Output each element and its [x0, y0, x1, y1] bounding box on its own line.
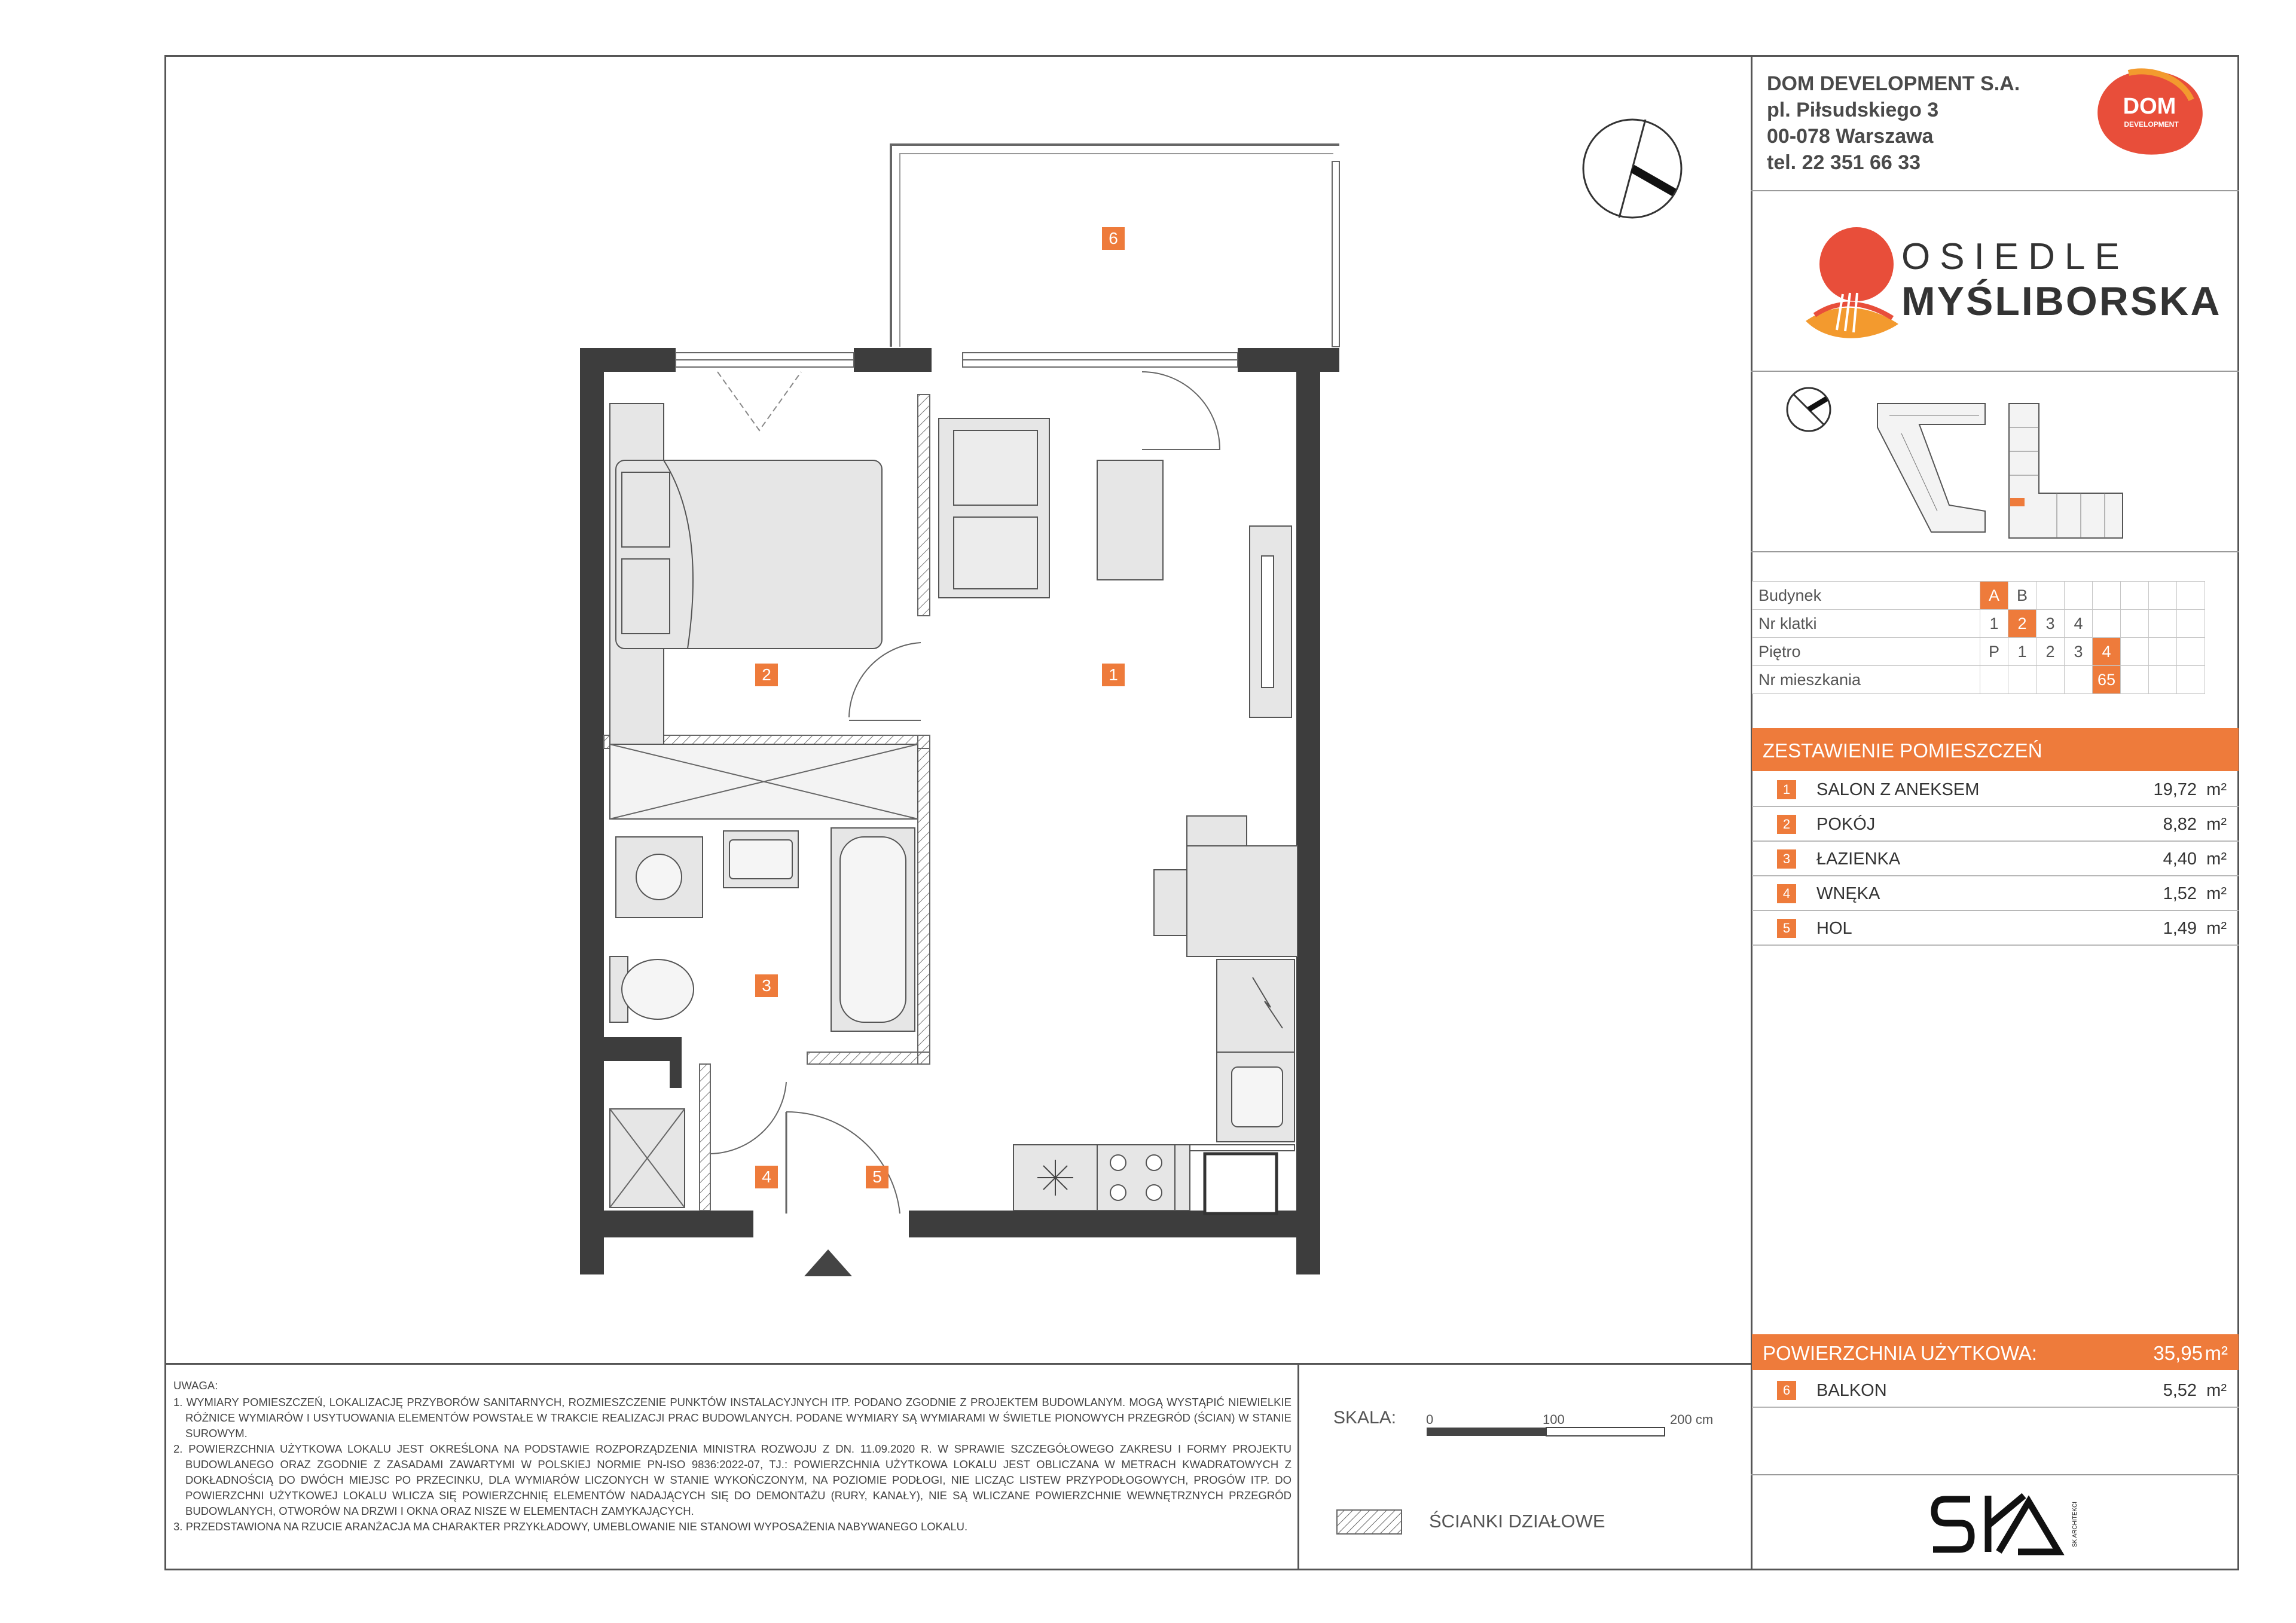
- total-area-value: 35,95: [2153, 1342, 2203, 1364]
- location-cell: 65: [2093, 666, 2121, 694]
- balcony-name: BALKON: [1816, 1381, 1887, 1400]
- partition-wall-swatch: [1336, 1509, 1402, 1535]
- location-cell: [2037, 666, 2065, 694]
- location-cell: 2: [2037, 638, 2065, 666]
- room-name: ŁAZIENKA: [1816, 849, 1901, 869]
- notes-block: [173, 1378, 1292, 1535]
- scale-tick-100: 100: [1543, 1412, 1565, 1427]
- estate-name-line1: OSIEDLE: [1901, 236, 2129, 277]
- room-row: [1752, 772, 2239, 807]
- company-divider: [1751, 190, 2239, 191]
- location-cell: [2177, 582, 2205, 610]
- notes-divider: [164, 1363, 1751, 1365]
- room-tag-5: 5: [866, 1166, 889, 1188]
- location-cell: [2037, 582, 2065, 610]
- location-table: [1752, 581, 2205, 694]
- architect-divider: [1751, 1474, 2239, 1475]
- building-key-plan: [1866, 392, 2147, 547]
- scale-label: SKALA:: [1333, 1408, 1397, 1428]
- company-phone: tel. 22 351 66 33: [1767, 151, 1921, 174]
- location-cell: [2065, 666, 2093, 694]
- dom-logo-subtext: DEVELOPMENT: [2124, 120, 2179, 129]
- balcony-number: 6: [1777, 1381, 1796, 1400]
- total-area-bar: [1752, 1334, 2239, 1370]
- note-item-3: 3. PRZEDSTAWIONA NA RZUCIE ARANŻACJA MA CHARAKTER PRZYKŁADOWY, UMEBLOWANIE NIE STANOWI WYPOSAŻENIA NABYWANEGO LOKALU.: [173, 1520, 968, 1533]
- estate-divider: [1751, 371, 2239, 372]
- key-plan-unit-marker: [2010, 498, 2025, 506]
- estate-name: [1901, 236, 2221, 325]
- north-compass-icon: [1578, 115, 1686, 222]
- location-cell: 3: [2037, 610, 2065, 638]
- rooms-header-bar: [1752, 728, 2239, 771]
- location-cell: B: [2008, 582, 2037, 610]
- room-tag-4: 4: [755, 1166, 778, 1188]
- room-tag-3: 3: [755, 974, 778, 997]
- ska-architect-logo: [1928, 1488, 2102, 1560]
- room-number: 4: [1777, 884, 1796, 903]
- balcony-row: [1752, 1373, 2239, 1408]
- room-tag-6: 6: [1102, 227, 1125, 250]
- location-cell: A: [1980, 582, 2008, 610]
- location-cell: 4: [2065, 610, 2093, 638]
- location-cell: [2149, 582, 2177, 610]
- total-area-unit: m²: [2205, 1342, 2228, 1364]
- location-cell: [2093, 610, 2121, 638]
- location-cell: [2149, 610, 2177, 638]
- location-cell: [2177, 610, 2205, 638]
- note-item-1: 1. WYMIARY POMIESZCZEŃ, LOKALIZACJĘ PRZYBORÓW SANITARNYCH, ROZMIESZCZENIE PUNKTÓW INSTALACYJNYCH ITP. PODANO ZGODNIE Z PROJEKTEM BUDOWLANYM. MOGĄ WYSTĄPIĆ NIEWIELKIE RÓŻNICE WYMIARÓW I USYTUOWANIA ELEMENTÓW POWSTAŁE W TRAKCIE REALIZACJI PRAC BUDOWLANYCH. PODANE WYMIARY SĄ WYMIARAMI W ŚWIETLE PIONOWYCH PRZEGRÓD (ŚCIAN) W STANIE SUROWYM.: [173, 1396, 1292, 1439]
- living-room-furniture: [939, 418, 1297, 956]
- room-name: SALON Z ANEKSEM: [1816, 780, 1980, 799]
- room-name: POKÓJ: [1816, 815, 1876, 834]
- location-cell: [2149, 638, 2177, 666]
- architect-subtitle: SK ARCHITEKCI: [2072, 1501, 2078, 1548]
- estate-name-line2: MYŚLIBORSKA: [1901, 279, 2222, 324]
- room-tag-2: 2: [755, 664, 778, 686]
- kitchen: [1013, 959, 1294, 1214]
- location-cell: [2093, 582, 2121, 610]
- estate-sun-logo: [1800, 222, 1901, 345]
- room-row: [1752, 911, 2239, 946]
- scale-tick-0: 0: [1426, 1412, 1434, 1427]
- location-cell: [2149, 666, 2177, 694]
- room-area: 1,52 m²: [2163, 884, 2227, 903]
- location-cell: 2: [2008, 610, 2037, 638]
- room-number: 5: [1777, 919, 1796, 938]
- room-name: HOL: [1816, 919, 1852, 938]
- room-area: 4,40 m²: [2163, 849, 2227, 869]
- windows: [676, 353, 1238, 367]
- scale-bar: [1426, 1426, 1665, 1439]
- dom-development-logo: [2093, 67, 2206, 157]
- room-area: 1,49 m²: [2163, 919, 2227, 938]
- room-area: 19,72 m²: [2153, 780, 2227, 799]
- dom-logo-text: DOM: [2123, 94, 2176, 119]
- location-row-label: Piętro: [1752, 638, 1980, 666]
- location-row: [1752, 666, 2205, 694]
- location-row: [1752, 638, 2205, 666]
- location-row: [1752, 582, 2205, 610]
- room-number: 2: [1777, 815, 1796, 834]
- company-address: [1767, 71, 2020, 176]
- legend-label: ŚCIANKI DZIAŁOWE: [1429, 1511, 1605, 1532]
- note-item-2: 2. POWIERZCHNIA UŻYTKOWA LOKALU JEST OKREŚLONA NA PODSTAWIE ROZPORZĄDZENIA MINISTRA ROZWOJU Z DN. 11.09.2020 R. W SPRAWIE SZCZEGÓŁOWEGO ZAKRESU I FORMY PROJEKTU BUDOWLANEGO ORAZ ZGODNIE Z ZASADAMI ZAWARTYMI W POLSKIEJ NORMIE PN-ISO 9836:2022-07, TJ.: POWIERZCHNIA UŻYTKOWA LOKALU JEST OBLICZANA W METRACH KWADRATOWYCH Z DOKŁADNOŚCIĄ DO DWÓCH MIEJSC PO PRZECINKU, DLA WYMIARÓW LICZONYCH W STANIE WYKOŃCZONYM, NA POZIOMIE PODŁOGI, NIE LICZĄC LISTEW PRZYPODŁOGOWYCH, PROGÓW ITP. DO POWIERZCHNI UŻYTKOWEJ LOKALU WLICZA SIĘ POWIERZCHNIĘ ELEMENTÓW NADAJĄCYCH SIĘ DO DEMONTAŻU (RURY, KANAŁY), NIE SĄ WLICZANE POWIERZCHNIE WEWNĘTRZNYCH PRZEGRÓD BUDOWLANYCH, OTWORÓW NA DRZWI I OKNA ORAZ NISZE W ELEMENTACH ZAMYKAJĄCYCH.: [173, 1442, 1292, 1517]
- keyplan-compass-icon: [1785, 386, 1833, 433]
- room-area: 8,82 m²: [2163, 815, 2227, 834]
- rooms-header: ZESTAWIENIE POMIESZCZEŃ: [1763, 739, 2042, 762]
- location-cell: [2177, 666, 2205, 694]
- location-cell: [2121, 610, 2149, 638]
- location-cell: 3: [2065, 638, 2093, 666]
- location-cell: [2177, 638, 2205, 666]
- room-tag-1: 1: [1102, 664, 1125, 686]
- bathroom-fixtures: [610, 828, 915, 1208]
- location-row-label: Nr klatki: [1752, 610, 1980, 638]
- location-cell: P: [1980, 638, 2008, 666]
- location-cell: 1: [1980, 610, 2008, 638]
- keyplan-divider: [1751, 551, 2239, 552]
- scale-divider: [1297, 1363, 1299, 1570]
- location-cell: [2121, 582, 2149, 610]
- location-row-label: Nr mieszkania: [1752, 666, 1980, 694]
- notes-title: UWAGA:: [173, 1379, 218, 1392]
- company-name: DOM DEVELOPMENT S.A.: [1767, 72, 2020, 95]
- room-row: [1752, 842, 2239, 876]
- location-cell: [2121, 666, 2149, 694]
- location-cell: [2121, 638, 2149, 666]
- floor-plan: [568, 137, 1357, 1291]
- location-row-label: Budynek: [1752, 582, 1980, 610]
- company-city: 00-078 Warszawa: [1767, 125, 1934, 148]
- location-cell: [1980, 666, 2008, 694]
- location-cell: 4: [2093, 638, 2121, 666]
- scale-tick-200: 200 cm: [1670, 1412, 1714, 1427]
- bedroom-furniture: [610, 404, 918, 819]
- location-cell: 1: [2008, 638, 2037, 666]
- location-cell: [2008, 666, 2037, 694]
- entrance-arrow-icon: [804, 1249, 852, 1276]
- location-row: [1752, 610, 2205, 638]
- location-cell: [2065, 582, 2093, 610]
- room-row: [1752, 807, 2239, 842]
- room-number: 3: [1777, 849, 1796, 869]
- room-name: WNĘKA: [1816, 884, 1880, 903]
- company-street: pl. Piłsudskiego 3: [1767, 99, 1939, 121]
- room-number: 1: [1777, 780, 1796, 799]
- room-row: [1752, 876, 2239, 911]
- total-area-label: POWIERZCHNIA UŻYTKOWA:: [1763, 1342, 2037, 1364]
- balcony-area: 5,52 m²: [2163, 1381, 2227, 1400]
